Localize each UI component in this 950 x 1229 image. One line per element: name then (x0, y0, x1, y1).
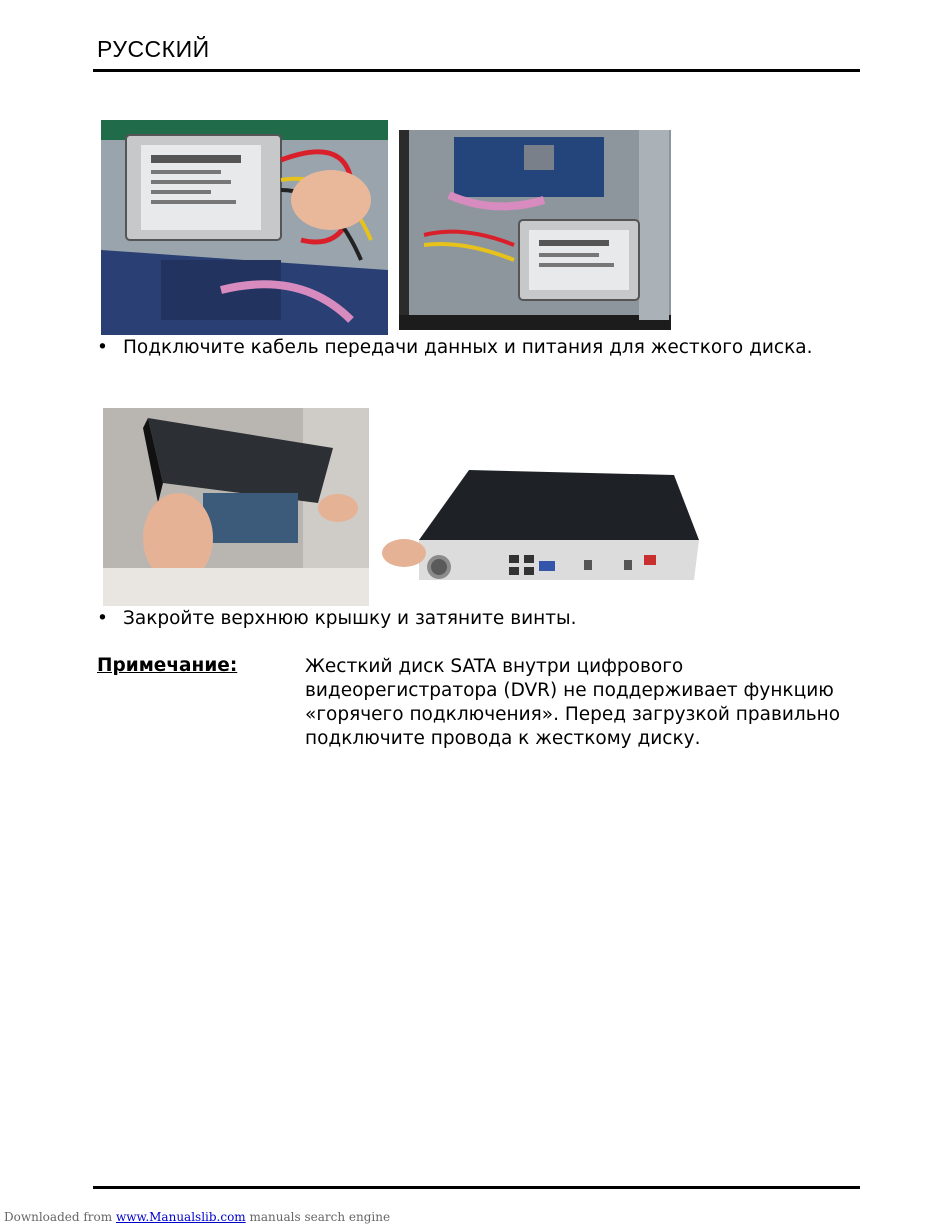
page-header-title: РУССКИЙ (97, 36, 210, 62)
note-label: Примечание: (97, 655, 238, 676)
instruction-close-cover (97, 608, 576, 629)
bullet-marker: • (97, 337, 108, 358)
note-line: подключите провода к жесткому диску. (305, 728, 701, 749)
cover-close-photo (103, 408, 369, 606)
footer-prefix: Downloaded from (4, 1210, 116, 1224)
hdd-cable-photo (101, 120, 388, 335)
instruction-connect-cables (97, 337, 813, 358)
instruction-text: Закройте верхнюю крышку и затяните винты. (123, 608, 577, 629)
footer-divider (93, 1186, 860, 1189)
manualslib-link[interactable]: www.Manualslib.com (115, 1210, 246, 1224)
note-line: Жесткий диск SATA внутри цифрового (305, 656, 684, 677)
header-divider (93, 69, 860, 72)
note-line: видеорегистратора (DVR) не поддерживает функцию (305, 680, 834, 701)
instruction-text: Подключите кабель передачи данных и питания для жесткого диска. (123, 337, 813, 358)
bullet-marker: • (97, 608, 108, 629)
download-footer (4, 1210, 390, 1224)
footer-suffix: manuals search engine (245, 1210, 391, 1224)
note-text (305, 655, 850, 751)
note-line: «горячего подключения». Перед загрузкой правильно (305, 704, 841, 725)
dvr-rear-photo (374, 465, 701, 590)
dvr-open-photo (394, 125, 675, 333)
